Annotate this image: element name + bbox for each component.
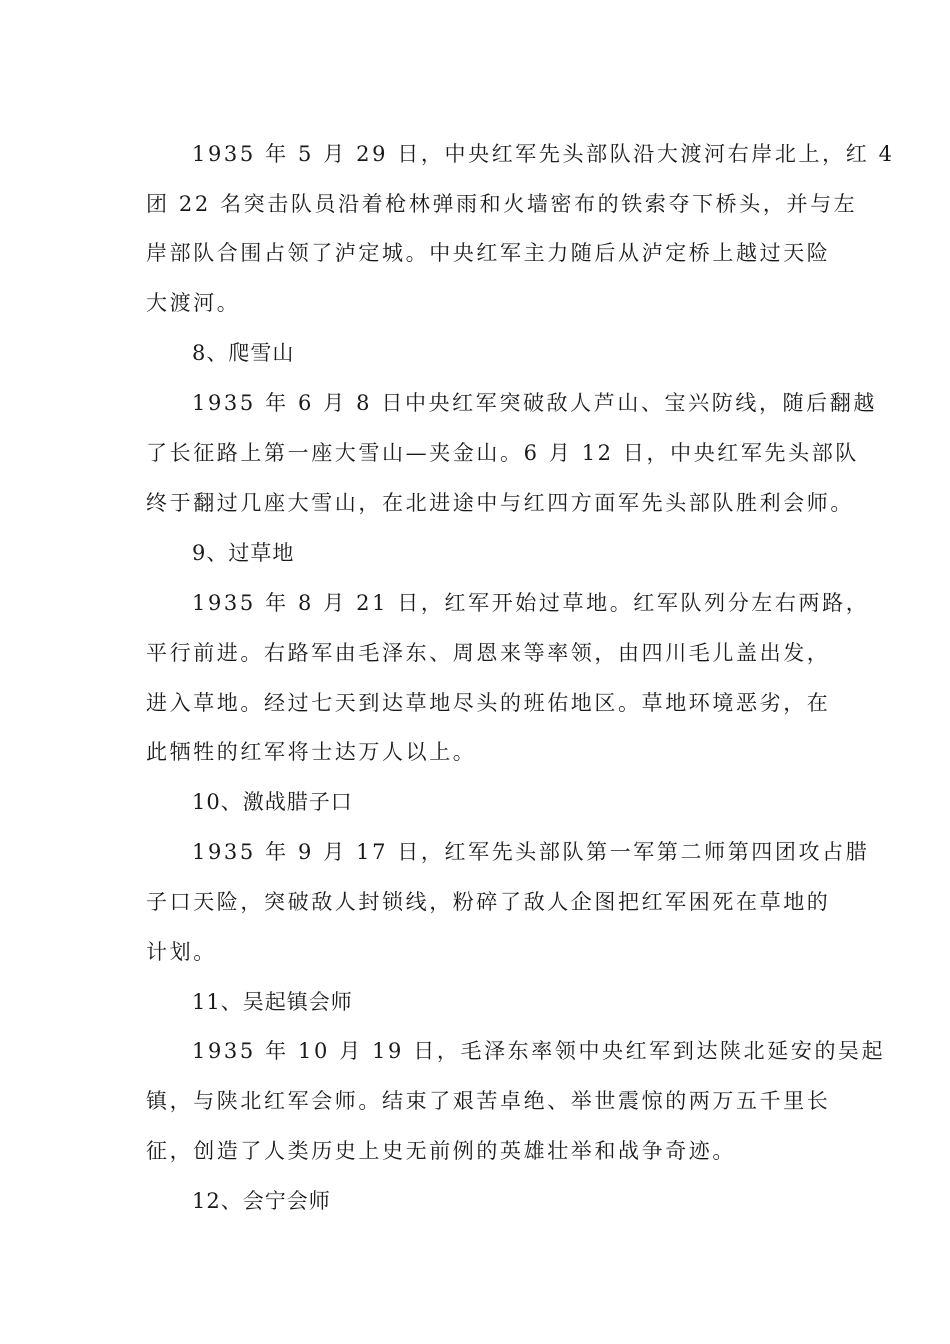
paragraph-line: 镇，与陕北红军会师。结束了艰苦卓绝、举世震惊的两万五千里长 [146,1089,831,1113]
paragraph-line: 大渡河。 [146,291,241,315]
paragraph-line: 此牺牲的红军将士达万人以上。 [146,740,477,764]
paragraph-line: 岸部队合围占领了泸定城。中央红军主力随后从泸定桥上越过天险 [146,241,831,265]
section-heading: 8、爬雪山 [192,341,295,365]
section-heading: 11、吴起镇会师 [192,990,353,1014]
section-heading: 9、过草地 [192,541,295,565]
paragraph-line: 平行前进。右路军由毛泽东、周恩来等率领，由四川毛儿盖出发， [146,641,831,665]
paragraph-line: 征，创造了人类历史上史无前例的英雄壮举和战争奇迹。 [146,1139,736,1163]
section-heading: 12、会宁会师 [192,1189,331,1213]
paragraph-line: 1935 年 9 月 17 日，红军先头部队第一军第二师第四团攻占腊 [192,840,870,864]
paragraph-line: 1935 年 5 月 29 日，中央红军先头部队沿大渡河右岸北上，红 4 [192,142,895,166]
paragraph-line: 进入草地。经过七天到达草地尽头的班佑地区。草地环境恶劣，在 [146,691,831,715]
paragraph-line: 了长征路上第一座大雪山—夹金山。6 月 12 日，中央红军先头部队 [146,441,859,465]
paragraph-line: 1935 年 10 月 19 日，毛泽东率领中央红军到达陕北延安的吴起 [192,1039,886,1063]
paragraph-line: 1935 年 8 月 21 日，红军开始过草地。红军队列分左右两路， [192,591,870,615]
section-heading: 10、激战腊子口 [192,790,353,814]
paragraph-line: 子口天险，突破敌人封锁线，粉碎了敌人企图把红军困死在草地的 [146,890,831,914]
paragraph-line: 团 22 名突击队员沿着枪林弹雨和火墙密布的铁索夺下桥头，并与左 [146,192,858,216]
paragraph-line: 终于翻过几座大雪山，在北进途中与红四方面军先头部队胜利会师。 [146,491,854,515]
paragraph-line: 1935 年 6 月 8 日中央红军突破敌人芦山、宝兴防线，随后翻越 [192,391,877,415]
paragraph-line: 计划。 [146,940,217,964]
